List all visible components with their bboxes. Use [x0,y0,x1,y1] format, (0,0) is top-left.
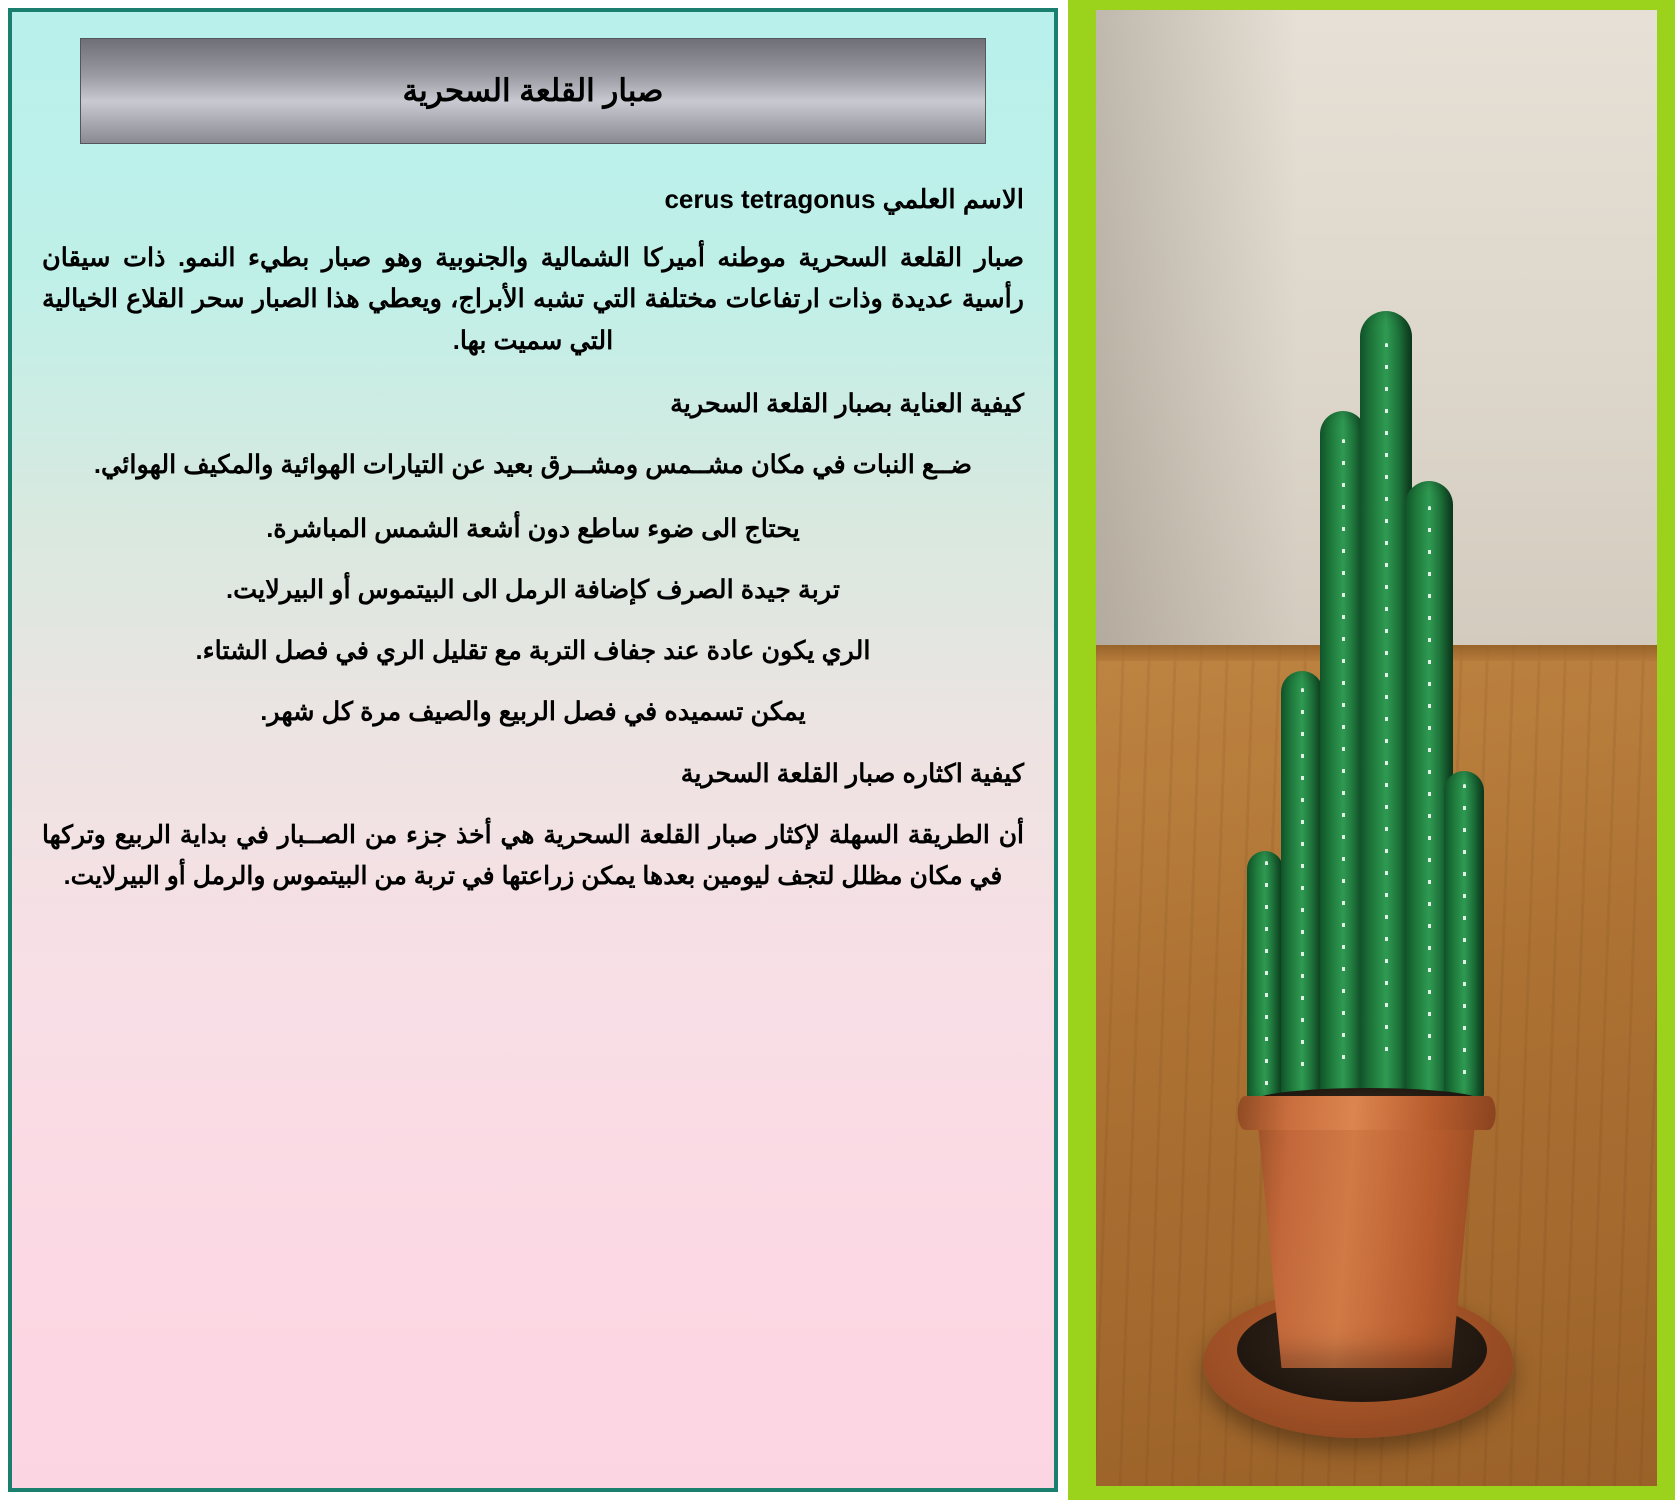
cactus-photo [1096,10,1657,1486]
propagation-paragraph: أن الطريقة السهلة لإكثار صبار القلعة السحرية هي أخذ جزء من الصــبار في بداية الربيع وتركها في مكان مظلل لتجف ليومين بعدها يمكن زراعتها في تربة من البيتموس والرمل أو البيرلايت. [42,821,1024,890]
info-card [8,8,1058,1492]
terracotta-pot-rim [1237,1096,1495,1130]
cactus-stem [1360,311,1412,1101]
description-paragraph: صبار القلعة السحرية موطنه أميركا الشمالية والجنوبية وهو صبار بطيء النمو. ذات سيقان رأسية عديدة وذات ارتفاعات مختلفة التي تشبه الأبراج، ويعطي هذا الصبار سحر القلاع الخيالية التي سميت بها. [42,244,1024,355]
care-location-paragraph: ضــع النبات في مكان مشــمس ومشــرق بعيد عن التيارات الهوائية والمكيف الهوائي. [93,451,973,480]
page-title: صبار القلعة السحرية [402,73,664,108]
care-soil-line: تربة جيدة الصرف كإضافة الرمل الى البيتموس أو البيرلايت. [226,575,840,604]
cactus-stem [1444,771,1484,1101]
photo-wall-shadow [1096,10,1298,674]
scientific-name-line: الاسم العلمي cerus tetragonus [664,184,1024,214]
title-bar [80,38,985,144]
cactus-stem [1281,671,1323,1101]
terracotta-pot [1242,1108,1492,1368]
care-water-line: الري يكون عادة عند جفاف التربة مع تقليل الري في فصل الشتاء. [195,637,871,666]
care-light-line: يحتاج الى ضوء ساطع دون أشعة الشمس المباشرة. [266,514,800,543]
care-fertilizer-line: يمكن تسميده في فصل الربيع والصيف مرة كل شهر. [260,698,806,727]
article-body [42,178,1024,896]
cactus-stem [1247,851,1283,1101]
propagation-heading: كيفية اكثاره صبار القلعة السحرية [680,759,1024,788]
photo-panel [1068,0,1675,1500]
care-heading: كيفية العناية بصبار القلعة السحرية [670,390,1024,418]
